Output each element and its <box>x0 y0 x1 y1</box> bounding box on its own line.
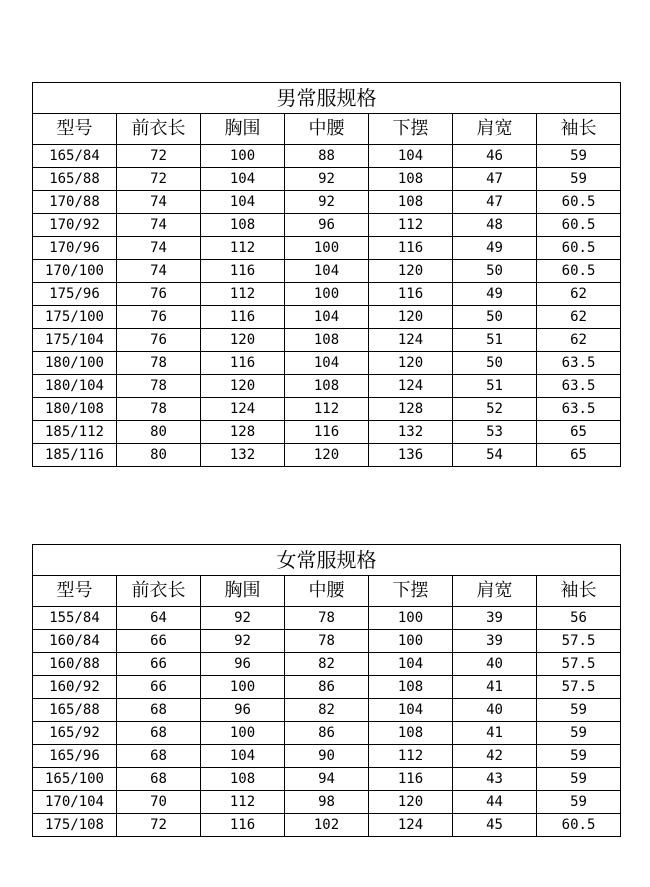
table-cell: 120 <box>201 375 285 398</box>
table-cell: 56 <box>537 607 621 630</box>
table-cell: 60.5 <box>537 237 621 260</box>
table-cell: 59 <box>537 145 621 168</box>
table-cell: 108 <box>285 375 369 398</box>
table-cell: 59 <box>537 745 621 768</box>
table-cell: 60.5 <box>537 214 621 237</box>
table-cell: 112 <box>201 237 285 260</box>
table-cell: 100 <box>285 283 369 306</box>
table-cell: 82 <box>285 699 369 722</box>
table-cell: 136 <box>369 444 453 467</box>
table-row <box>33 329 621 352</box>
table-row <box>33 699 621 722</box>
table-cell: 86 <box>285 722 369 745</box>
table-cell: 104 <box>285 260 369 283</box>
table-cell: 40 <box>453 699 537 722</box>
table-cell: 120 <box>201 329 285 352</box>
table-cell: 78 <box>117 375 201 398</box>
table-cell: 59 <box>537 768 621 791</box>
table-cell: 108 <box>369 191 453 214</box>
table-cell: 160/88 <box>33 653 117 676</box>
table-cell: 78 <box>285 607 369 630</box>
table-cell: 165/100 <box>33 768 117 791</box>
table-cell: 57.5 <box>537 630 621 653</box>
table-cell: 112 <box>201 791 285 814</box>
table-cell: 41 <box>453 676 537 699</box>
table-cell: 42 <box>453 745 537 768</box>
table-cell: 63.5 <box>537 398 621 421</box>
table-cell: 185/112 <box>33 421 117 444</box>
table-cell: 65 <box>537 444 621 467</box>
column-header: 中腰 <box>285 576 369 607</box>
table-cell: 165/84 <box>33 145 117 168</box>
table-cell: 72 <box>117 814 201 837</box>
table-cell: 112 <box>369 745 453 768</box>
table-cell: 116 <box>201 260 285 283</box>
table-row <box>33 745 621 768</box>
table-row <box>33 653 621 676</box>
table-row <box>33 283 621 306</box>
header-row <box>33 576 621 607</box>
table-cell: 160/92 <box>33 676 117 699</box>
table-cell: 43 <box>453 768 537 791</box>
table-cell: 48 <box>453 214 537 237</box>
table-cell: 94 <box>285 768 369 791</box>
table-cell: 124 <box>201 398 285 421</box>
table-cell: 108 <box>201 768 285 791</box>
table-row <box>33 375 621 398</box>
table-cell: 74 <box>117 237 201 260</box>
table-cell: 100 <box>201 145 285 168</box>
table-cell: 92 <box>285 191 369 214</box>
table-cell: 44 <box>453 791 537 814</box>
table-row <box>33 791 621 814</box>
table-cell: 96 <box>285 214 369 237</box>
table-row <box>33 630 621 653</box>
table-row <box>33 237 621 260</box>
table-cell: 104 <box>285 306 369 329</box>
table-cell: 88 <box>285 145 369 168</box>
table-cell: 100 <box>369 607 453 630</box>
table-cell: 63.5 <box>537 352 621 375</box>
table-cell: 116 <box>369 237 453 260</box>
table-cell: 108 <box>369 722 453 745</box>
table-cell: 49 <box>453 237 537 260</box>
table-cell: 100 <box>201 722 285 745</box>
table-cell: 175/108 <box>33 814 117 837</box>
table-cell: 180/100 <box>33 352 117 375</box>
table-cell: 175/104 <box>33 329 117 352</box>
table-cell: 104 <box>201 168 285 191</box>
table-cell: 108 <box>285 329 369 352</box>
table-title: 女常服规格 <box>33 545 621 576</box>
table-cell: 92 <box>201 630 285 653</box>
table-cell: 112 <box>285 398 369 421</box>
table-cell: 92 <box>285 168 369 191</box>
table-cell: 47 <box>453 168 537 191</box>
table-row <box>33 352 621 375</box>
table-cell: 112 <box>369 214 453 237</box>
table-cell: 76 <box>117 329 201 352</box>
table-cell: 80 <box>117 421 201 444</box>
table-cell: 74 <box>117 214 201 237</box>
table-cell: 74 <box>117 191 201 214</box>
column-header: 前衣长 <box>117 576 201 607</box>
table-cell: 68 <box>117 722 201 745</box>
table-cell: 102 <box>285 814 369 837</box>
column-header: 型号 <box>33 576 117 607</box>
column-header: 中腰 <box>285 114 369 145</box>
table-cell: 104 <box>201 191 285 214</box>
column-header: 袖长 <box>537 576 621 607</box>
table-cell: 104 <box>369 653 453 676</box>
table-cell: 170/96 <box>33 237 117 260</box>
table-cell: 90 <box>285 745 369 768</box>
table-row <box>33 306 621 329</box>
table-cell: 64 <box>117 607 201 630</box>
table-cell: 104 <box>201 745 285 768</box>
table-row <box>33 676 621 699</box>
table-cell: 120 <box>369 791 453 814</box>
table-cell: 100 <box>285 237 369 260</box>
table-cell: 41 <box>453 722 537 745</box>
table-cell: 165/96 <box>33 745 117 768</box>
table-row <box>33 814 621 837</box>
table-cell: 180/104 <box>33 375 117 398</box>
column-header: 肩宽 <box>453 114 537 145</box>
table-cell: 116 <box>201 352 285 375</box>
table-cell: 96 <box>201 699 285 722</box>
table-cell: 59 <box>537 699 621 722</box>
table-cell: 63.5 <box>537 375 621 398</box>
table-cell: 170/92 <box>33 214 117 237</box>
table-cell: 60.5 <box>537 814 621 837</box>
table-cell: 165/88 <box>33 699 117 722</box>
table-cell: 40 <box>453 653 537 676</box>
table-cell: 80 <box>117 444 201 467</box>
table-cell: 100 <box>201 676 285 699</box>
table-cell: 175/96 <box>33 283 117 306</box>
table-cell: 78 <box>117 352 201 375</box>
table-cell: 57.5 <box>537 676 621 699</box>
table-cell: 68 <box>117 699 201 722</box>
column-header: 胸围 <box>201 114 285 145</box>
table-cell: 124 <box>369 814 453 837</box>
table-cell: 116 <box>201 306 285 329</box>
column-header: 下摆 <box>369 114 453 145</box>
table-cell: 120 <box>369 352 453 375</box>
table-cell: 82 <box>285 653 369 676</box>
table-cell: 57.5 <box>537 653 621 676</box>
table-cell: 66 <box>117 676 201 699</box>
table-cell: 116 <box>369 283 453 306</box>
table-cell: 132 <box>369 421 453 444</box>
column-header: 下摆 <box>369 576 453 607</box>
table-row <box>33 260 621 283</box>
table-cell: 160/84 <box>33 630 117 653</box>
table-cell: 124 <box>369 375 453 398</box>
table-cell: 165/88 <box>33 168 117 191</box>
table-cell: 68 <box>117 768 201 791</box>
table-cell: 50 <box>453 306 537 329</box>
table-cell: 78 <box>285 630 369 653</box>
table-cell: 120 <box>285 444 369 467</box>
table-cell: 72 <box>117 145 201 168</box>
table-row <box>33 145 621 168</box>
table-cell: 124 <box>369 329 453 352</box>
table-cell: 128 <box>369 398 453 421</box>
column-header: 前衣长 <box>117 114 201 145</box>
table-cell: 39 <box>453 607 537 630</box>
table-cell: 50 <box>453 260 537 283</box>
table-cell: 86 <box>285 676 369 699</box>
table-cell: 100 <box>369 630 453 653</box>
table-cell: 76 <box>117 283 201 306</box>
table-cell: 108 <box>201 214 285 237</box>
table-cell: 70 <box>117 791 201 814</box>
table-cell: 170/100 <box>33 260 117 283</box>
table-row <box>33 444 621 467</box>
table-cell: 45 <box>453 814 537 837</box>
table-cell: 59 <box>537 722 621 745</box>
table-cell: 108 <box>369 168 453 191</box>
table-cell: 155/84 <box>33 607 117 630</box>
men-spec-table <box>32 82 621 467</box>
header-row <box>33 114 621 145</box>
table-row <box>33 722 621 745</box>
table-cell: 98 <box>285 791 369 814</box>
table-cell: 62 <box>537 329 621 352</box>
table-row <box>33 421 621 444</box>
table-cell: 104 <box>369 145 453 168</box>
table-cell: 72 <box>117 168 201 191</box>
column-header: 型号 <box>33 114 117 145</box>
table-cell: 175/100 <box>33 306 117 329</box>
table-cell: 65 <box>537 421 621 444</box>
table-cell: 51 <box>453 375 537 398</box>
table-cell: 66 <box>117 653 201 676</box>
table-cell: 112 <box>201 283 285 306</box>
table-cell: 78 <box>117 398 201 421</box>
table-cell: 59 <box>537 791 621 814</box>
table-cell: 74 <box>117 260 201 283</box>
table-cell: 180/108 <box>33 398 117 421</box>
table-row <box>33 768 621 791</box>
table-title: 男常服规格 <box>33 83 621 114</box>
table-row <box>33 398 621 421</box>
table-row <box>33 607 621 630</box>
table-cell: 62 <box>537 283 621 306</box>
table-cell: 185/116 <box>33 444 117 467</box>
column-header: 袖长 <box>537 114 621 145</box>
table-cell: 170/88 <box>33 191 117 214</box>
table-cell: 120 <box>369 306 453 329</box>
table-cell: 170/104 <box>33 791 117 814</box>
table-cell: 76 <box>117 306 201 329</box>
table-cell: 104 <box>369 699 453 722</box>
table-cell: 66 <box>117 630 201 653</box>
table-cell: 120 <box>369 260 453 283</box>
table-cell: 51 <box>453 329 537 352</box>
table-cell: 39 <box>453 630 537 653</box>
table-cell: 108 <box>369 676 453 699</box>
table-cell: 132 <box>201 444 285 467</box>
table-cell: 165/92 <box>33 722 117 745</box>
table-row <box>33 168 621 191</box>
table-cell: 62 <box>537 306 621 329</box>
column-header: 胸围 <box>201 576 285 607</box>
women-spec-table <box>32 544 621 837</box>
table-cell: 96 <box>201 653 285 676</box>
table-cell: 92 <box>201 607 285 630</box>
table-cell: 59 <box>537 168 621 191</box>
table-row <box>33 191 621 214</box>
table-cell: 47 <box>453 191 537 214</box>
table-cell: 50 <box>453 352 537 375</box>
table-cell: 53 <box>453 421 537 444</box>
table-row <box>33 214 621 237</box>
table-cell: 52 <box>453 398 537 421</box>
table-cell: 128 <box>201 421 285 444</box>
table-cell: 104 <box>285 352 369 375</box>
table-cell: 116 <box>369 768 453 791</box>
column-header: 肩宽 <box>453 576 537 607</box>
table-cell: 60.5 <box>537 260 621 283</box>
table-cell: 49 <box>453 283 537 306</box>
table-cell: 68 <box>117 745 201 768</box>
table-cell: 54 <box>453 444 537 467</box>
table-cell: 116 <box>201 814 285 837</box>
table-cell: 60.5 <box>537 191 621 214</box>
table-cell: 116 <box>285 421 369 444</box>
table-cell: 46 <box>453 145 537 168</box>
